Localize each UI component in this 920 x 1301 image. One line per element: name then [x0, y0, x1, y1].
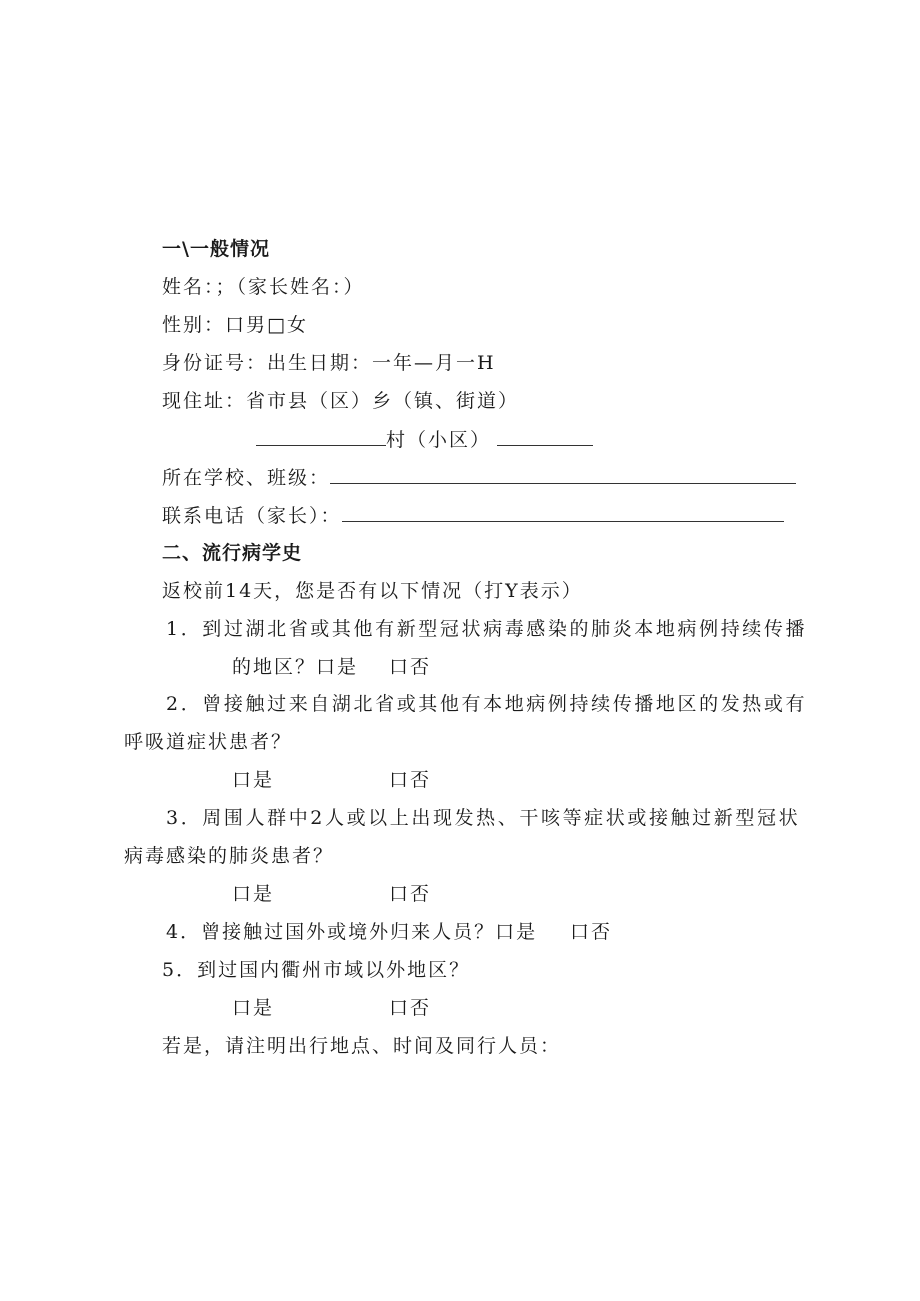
q5-line: 5．到过国内衢州市域以外地区？	[162, 959, 471, 981]
section2-heading: 二、流行病学史	[162, 542, 303, 564]
name-line: 姓名：；（家长姓名：）	[162, 276, 365, 298]
q5-no-option[interactable]: 口否	[389, 997, 432, 1019]
phone-label: 联系电话（家长）：	[162, 505, 342, 527]
community-blank[interactable]	[497, 427, 593, 446]
q4-no-option[interactable]: 口否	[570, 921, 613, 943]
q3-line2: 病毒感染的肺炎患者？	[124, 845, 335, 867]
q2-yes-option[interactable]: 口是	[232, 769, 275, 791]
travel-note-line: 若是，请注明出行地点、时间及同行人员：	[162, 1035, 562, 1057]
address-line: 现住址：省市县（区）乡（镇、街道）	[162, 390, 520, 412]
village-blank[interactable]	[256, 427, 386, 446]
school-line	[162, 465, 796, 490]
gender-line: 性别：口男□女	[162, 314, 308, 336]
q4-line: 4．曾接触过国外或境外归来人员？口是	[166, 921, 538, 943]
q1-line1: 1．到过湖北省或其他有新型冠状病毒感染的肺炎本地病例持续传播	[166, 618, 808, 640]
village-line	[256, 427, 593, 452]
q5-yes-option[interactable]: 口是	[232, 997, 275, 1019]
phone-blank[interactable]	[342, 503, 784, 522]
school-label: 所在学校、班级：	[162, 467, 331, 489]
q2-line2: 呼吸道症状患者？	[124, 731, 293, 753]
q2-line1: 2．曾接触过来自湖北省或其他有本地病例持续传播地区的发热或有	[166, 693, 808, 715]
q3-no-option[interactable]: 口否	[389, 883, 432, 905]
q3-yes-option[interactable]: 口是	[232, 883, 275, 905]
school-blank[interactable]	[330, 465, 796, 484]
q1-no-option[interactable]: 口否	[389, 656, 432, 678]
phone-line	[162, 503, 784, 528]
q2-no-option[interactable]: 口否	[389, 769, 432, 791]
village-label: 村（小区）	[386, 429, 492, 451]
q1-line2: 的地区？口是	[232, 656, 359, 678]
intro-line: 返校前14天，您是否有以下情况（打Y表示）	[162, 580, 583, 602]
id-birthdate-line: 身份证号：出生日期：一年—月一H	[162, 352, 496, 374]
q3-line1: 3．周围人群中2人或以上出现发热、干咳等症状或接触过新型冠状	[166, 807, 801, 829]
section1-heading: 一\一般情况	[162, 238, 270, 260]
